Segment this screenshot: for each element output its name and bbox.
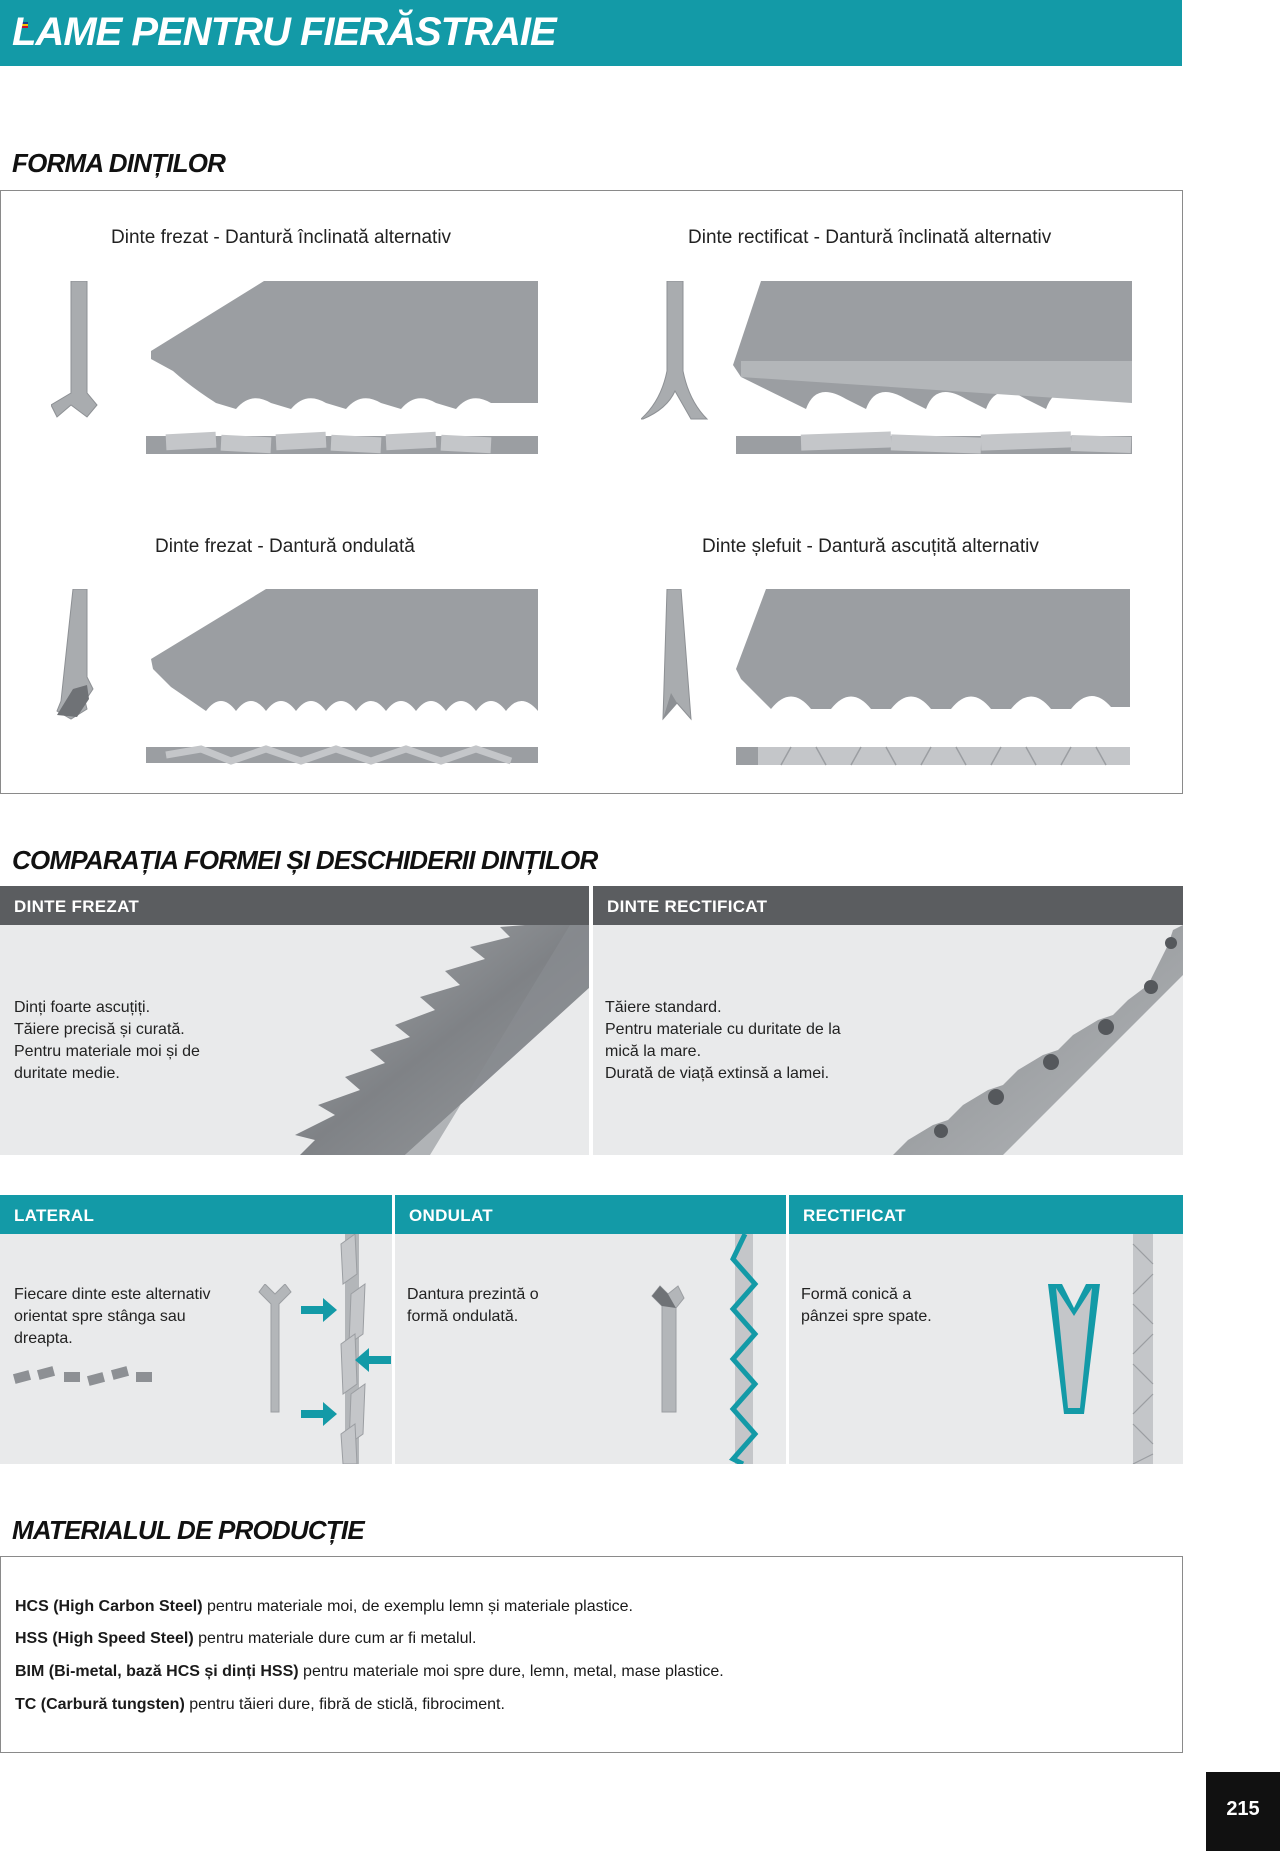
text-line: Pentru materiale cu duritate de la (605, 1021, 841, 1038)
lateral-tooth-profile (255, 1284, 295, 1414)
section-title-comparison: COMPARAȚIA FORMEI ȘI DESCHIDERII DINȚILOR (12, 845, 598, 875)
section-title-material: MATERIALUL DE PRODUCȚIE (12, 1515, 364, 1545)
text-line: duritate medie. (14, 1065, 120, 1082)
alternate-teeth-icon (10, 1364, 160, 1394)
ground-set-diagram (1129, 1234, 1159, 1464)
set-panel-ground (789, 1234, 1183, 1464)
tapered-blade-profile (1044, 1284, 1104, 1414)
text-line: Pentru materiale moi și de (14, 1043, 200, 1060)
comparison-panel-ground (593, 925, 1183, 1155)
text-line: orientat spre stânga sau (14, 1308, 186, 1325)
ground-tooth-photo (893, 925, 1183, 1155)
material-desc: pentru tăieri dure, fibră de sticlă, fibrociment. (184, 1696, 505, 1713)
material-name: HCS (High Carbon Steel) (15, 1598, 203, 1615)
milled-tooth-photo (290, 925, 589, 1155)
set-text-wavy (407, 1284, 539, 1328)
text-line: pânzei spre spate. (801, 1308, 932, 1325)
set-text-lateral (14, 1284, 211, 1350)
tooth-shape-label-3: Dinte frezat - Dantură ondulată (155, 536, 415, 557)
comparison-text-milled (14, 997, 200, 1085)
comparison-header-milled: DINTE FREZAT (0, 886, 589, 925)
text-line: mică la mare. (605, 1043, 702, 1060)
text-line: Tăiere standard. (605, 999, 722, 1016)
page-number: 215 (1206, 1772, 1280, 1851)
material-line-hcs (15, 1598, 633, 1616)
material-line-hss (15, 1630, 477, 1648)
set-panel-lateral (0, 1234, 392, 1464)
lateral-set-diagram (295, 1234, 392, 1464)
page-title: LAME PENTRU FIERĂSTRAIE (12, 10, 556, 54)
section-title-tooth-shape: FORMA DINȚILOR (12, 148, 226, 178)
comparison-panel-milled (0, 925, 589, 1155)
material-desc: pentru materiale moi spre dure, lemn, metal, mase plastice. (298, 1663, 724, 1680)
material-desc: pentru materiale dure cum ar fi metalul. (193, 1630, 477, 1647)
text-line: Fiecare dinte este alternativ (14, 1286, 211, 1303)
text-line: Tăiere precisă și curată. (14, 1021, 185, 1038)
comparison-header-ground: DINTE RECTIFICAT (593, 886, 1183, 925)
text-line: Dantura prezintă o (407, 1286, 539, 1303)
tooth-shape-label-1: Dinte frezat - Dantură înclinată alternativ (111, 227, 452, 248)
milled-wavy-blade-diagram (51, 589, 551, 769)
material-name: BIM (Bi-metal, bază HCS și dinți HSS) (15, 1663, 299, 1680)
milled-alternate-blade-diagram (51, 281, 551, 461)
material-line-bim (15, 1663, 724, 1681)
tooth-shape-panel (0, 190, 1183, 794)
set-text-ground (801, 1284, 932, 1328)
text-line: Durată de viață extinsă a lamei. (605, 1065, 830, 1082)
sharpened-alternate-blade-diagram (641, 589, 1141, 769)
tooth-shape-label-4: Dinte șlefuit - Dantură ascuțită alternativ (702, 536, 1039, 557)
material-panel (0, 1556, 1183, 1753)
material-name: HSS (High Speed Steel) (15, 1630, 194, 1647)
text-line: formă ondulată. (407, 1308, 519, 1325)
ground-alternate-blade-diagram (641, 281, 1141, 461)
text-line: Dinți foarte ascuțiți. (14, 999, 151, 1016)
text-line: Formă conică a (801, 1286, 912, 1303)
wavy-set-diagram (725, 1234, 765, 1464)
set-panel-wavy (395, 1234, 786, 1464)
material-name: TC (Carbură tungsten) (15, 1696, 185, 1713)
wavy-tooth-profile (650, 1284, 690, 1414)
material-line-tc (15, 1696, 505, 1714)
set-header-wavy: ONDULAT (395, 1195, 786, 1234)
set-header-lateral: LATERAL (0, 1195, 392, 1234)
set-header-ground: RECTIFICAT (789, 1195, 1183, 1234)
tooth-shape-label-2: Dinte rectificat - Dantură înclinată alternativ (688, 227, 1052, 248)
comparison-text-ground (605, 997, 841, 1085)
text-line: dreapta. (14, 1330, 73, 1347)
material-desc: pentru materiale moi, de exemplu lemn și materiale plastice. (202, 1598, 633, 1615)
header-banner (0, 0, 1182, 66)
